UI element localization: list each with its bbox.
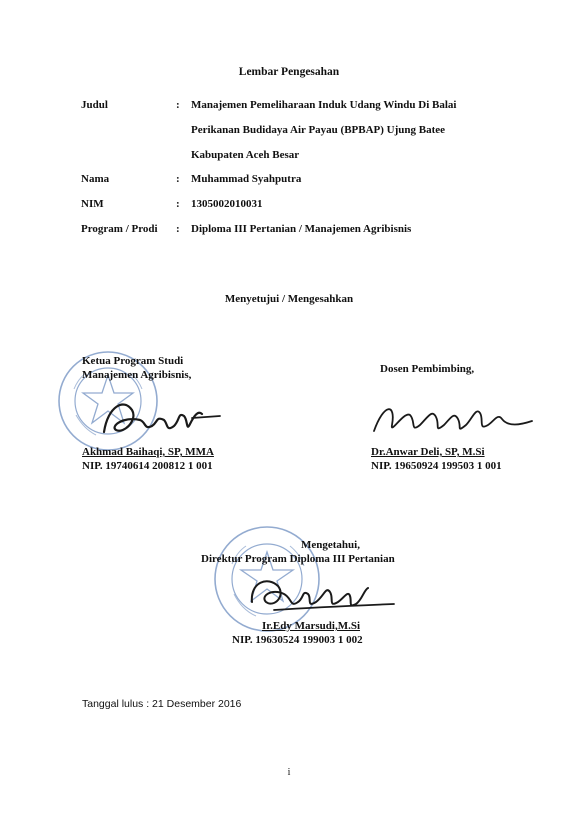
field-value-nama: Muhammad Syahputra (191, 173, 302, 185)
field-value-nim: 1305002010031 (191, 198, 263, 210)
left-role-line2: Manajemen Agribisnis, (82, 369, 192, 381)
field-value-program: Diploma III Pertanian / Manajemen Agribisnis (191, 223, 412, 235)
field-label-judul: Judul (81, 99, 108, 111)
bottom-intro: Mengetahui, (301, 539, 360, 551)
left-signatory-name: Akhmad Baihaqi, SP, MMA (82, 446, 214, 458)
signature-left (94, 388, 224, 450)
right-signatory-nip: NIP. 19650924 199503 1 001 (371, 460, 502, 472)
field-label-program: Program / Prodi (81, 223, 158, 235)
bottom-signatory-nip: NIP. 19630524 199003 1 002 (232, 634, 363, 646)
bottom-role: Direktur Program Diploma III Pertanian (201, 553, 395, 565)
field-colon-nim: : (176, 198, 180, 210)
graduation-date: Tanggal lulus : 21 Desember 2016 (82, 698, 242, 710)
field-value-judul-line2: Perikanan Budidaya Air Payau (BPBAP) Ujung Batee (191, 124, 446, 136)
right-signatory-name: Dr.Anwar Deli, SP, M.Si (371, 446, 485, 458)
field-value-judul-line1: Manajemen Pemeliharaan Induk Udang Windu Di Balai (191, 99, 457, 111)
field-label-nama: Nama (81, 173, 110, 185)
approval-heading: Menyetujui / Mengesahkan (224, 293, 354, 305)
field-colon-judul: : (176, 99, 180, 111)
signature-bottom (244, 568, 404, 620)
field-value-judul-line3: Kabupaten Aceh Besar (191, 149, 300, 161)
bottom-signatory-name: Ir.Edy Marsudi,M.Si (262, 620, 361, 632)
left-role-line1: Ketua Program Studi (82, 355, 184, 367)
right-role: Dosen Pembimbing, (380, 363, 475, 375)
page-title: Lembar Pengesahan (238, 66, 340, 78)
page-number: i (287, 767, 291, 778)
field-label-nim: NIM (81, 198, 104, 210)
field-colon-nama: : (176, 173, 180, 185)
signature-right (370, 395, 540, 443)
field-colon-program: : (176, 223, 180, 235)
left-signatory-nip: NIP. 19740614 200812 1 001 (82, 460, 213, 472)
